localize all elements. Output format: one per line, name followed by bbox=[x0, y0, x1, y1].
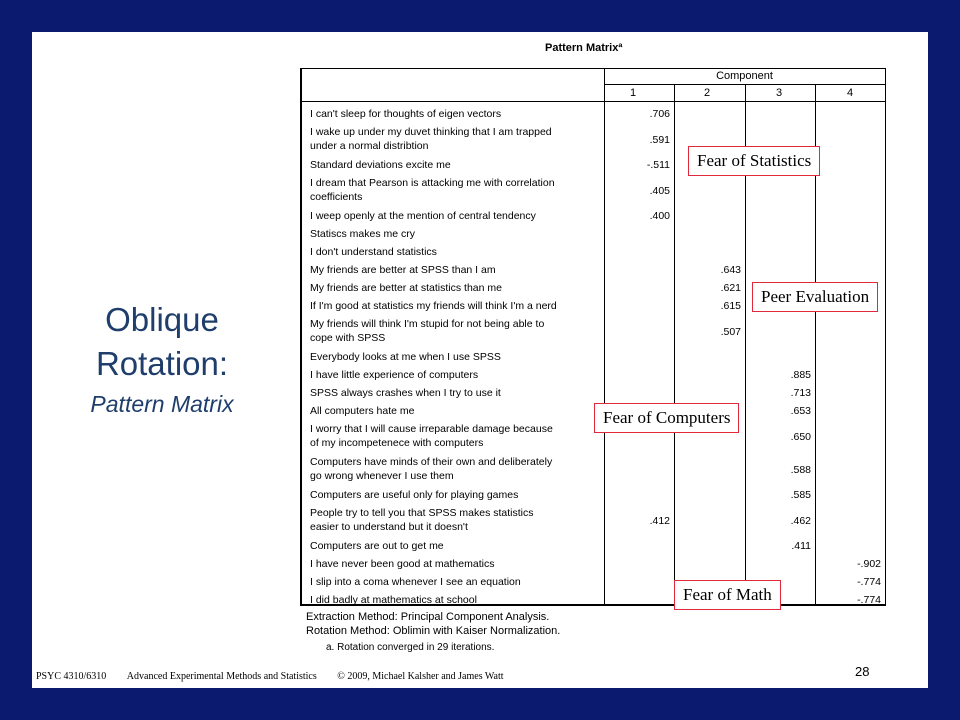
loading-value: .650 bbox=[790, 431, 811, 443]
slide-number: 28 bbox=[855, 664, 870, 679]
footer-copyright: © 2009, Michael Kalsher and James Watt bbox=[337, 671, 504, 682]
loading-value: .643 bbox=[720, 264, 741, 276]
row-label: I dream that Pearson is attacking me with correlation bbox=[310, 177, 555, 189]
loading-value: .653 bbox=[790, 405, 811, 417]
column-header-3: 3 bbox=[776, 87, 783, 99]
row-label: Statiscs makes me cry bbox=[310, 228, 416, 240]
loading-value: .412 bbox=[649, 515, 670, 527]
row-label: People try to tell you that SPSS makes statistics bbox=[310, 507, 534, 519]
loading-value: .615 bbox=[720, 300, 741, 312]
loading-value: .507 bbox=[720, 326, 741, 338]
slide-footer bbox=[36, 671, 504, 682]
row-label: If I'm good at statistics my friends will think I'm a nerd bbox=[310, 300, 557, 312]
row-label: I have never been good at mathematics bbox=[310, 558, 495, 570]
row-label: I don't understand statistics bbox=[310, 246, 437, 258]
slide-subtitle: Pattern Matrix bbox=[90, 391, 234, 417]
table-top-rule bbox=[302, 68, 886, 69]
callout-fear-of-statistics: Fear of Statistics bbox=[688, 146, 820, 176]
header-rule bbox=[302, 101, 886, 102]
table-caption: Pattern Matrixª bbox=[545, 42, 623, 54]
row-label: Computers are out to get me bbox=[310, 540, 444, 552]
row-label: coefficients bbox=[310, 191, 363, 203]
row-label: go wrong whenever I use them bbox=[310, 470, 454, 482]
row-label: My friends are better at SPSS than I am bbox=[310, 264, 496, 276]
callout-fear-of-math: Fear of Math bbox=[674, 580, 781, 610]
footnote-extraction: Extraction Method: Principal Component Analysis. bbox=[306, 611, 550, 623]
row-label: I worry that I will cause irreparable damage because bbox=[310, 423, 553, 435]
row-label: My friends are better at statistics than me bbox=[310, 282, 502, 294]
row-label: Standard deviations excite me bbox=[310, 159, 451, 171]
row-label: under a normal distribtion bbox=[310, 140, 429, 152]
loading-value: -.511 bbox=[646, 159, 670, 171]
footer-course: PSYC 4310/6310 bbox=[36, 671, 107, 682]
row-label: Computers have minds of their own and deliberately bbox=[310, 456, 553, 468]
row-label: I did badly at mathematics at school bbox=[310, 594, 477, 606]
column-header-2: 2 bbox=[704, 87, 711, 99]
column-header-1: 1 bbox=[630, 87, 637, 99]
label-column-divider bbox=[604, 68, 605, 604]
footnote-convergence: a. Rotation converged in 29 iterations. bbox=[326, 642, 495, 653]
loading-value: -.774 bbox=[857, 594, 881, 606]
loading-value: .405 bbox=[649, 185, 670, 197]
column-header-4: 4 bbox=[847, 87, 854, 99]
column-divider bbox=[674, 84, 675, 604]
row-label: I weep openly at the mention of central tendency bbox=[310, 210, 536, 222]
row-label: My friends will think I'm stupid for not being able to bbox=[310, 318, 545, 330]
loading-value: .462 bbox=[790, 515, 811, 527]
row-label: Everybody looks at me when I use SPSS bbox=[310, 351, 501, 363]
row-label: I have little experience of computers bbox=[310, 369, 479, 381]
row-label: Computers are useful only for playing games bbox=[310, 489, 519, 501]
row-label: SPSS always crashes when I try to use it bbox=[310, 387, 501, 399]
row-label: cope with SPSS bbox=[310, 332, 386, 344]
loading-value: .585 bbox=[790, 489, 811, 501]
footer-course-title: Advanced Experimental Methods and Statistics bbox=[126, 671, 317, 682]
loading-value: .591 bbox=[649, 134, 670, 146]
loading-value: .411 bbox=[791, 540, 811, 552]
callout-peer-evaluation: Peer Evaluation bbox=[752, 282, 878, 312]
loading-value: .713 bbox=[790, 387, 811, 399]
row-label: easier to understand but it doesn't bbox=[310, 521, 468, 533]
slide-title-line2: Rotation: bbox=[95, 345, 229, 382]
table-right-rule bbox=[885, 68, 886, 604]
loading-value: -.902 bbox=[857, 558, 881, 570]
footnote-rotation: Rotation Method: Oblimin with Kaiser Normalization. bbox=[306, 625, 561, 637]
loading-value: -.774 bbox=[857, 576, 881, 588]
component-header: Component bbox=[716, 70, 773, 82]
row-label: I wake up under my duvet thinking that I am trapped bbox=[310, 126, 552, 138]
loading-value: .400 bbox=[649, 210, 670, 222]
loading-value: .588 bbox=[790, 464, 811, 476]
row-label: of my incompetenece with computers bbox=[310, 437, 484, 449]
row-label: I can't sleep for thoughts of eigen vectors bbox=[310, 108, 502, 120]
callout-fear-of-computers: Fear of Computers bbox=[594, 403, 739, 433]
loading-value: .621 bbox=[720, 282, 741, 294]
row-label: I slip into a coma whenever I see an equation bbox=[310, 576, 521, 588]
loading-value: .706 bbox=[649, 108, 670, 120]
slide-title-line1: Oblique bbox=[105, 301, 219, 338]
row-label: All computers hate me bbox=[310, 405, 415, 417]
loading-value: .885 bbox=[790, 369, 811, 381]
